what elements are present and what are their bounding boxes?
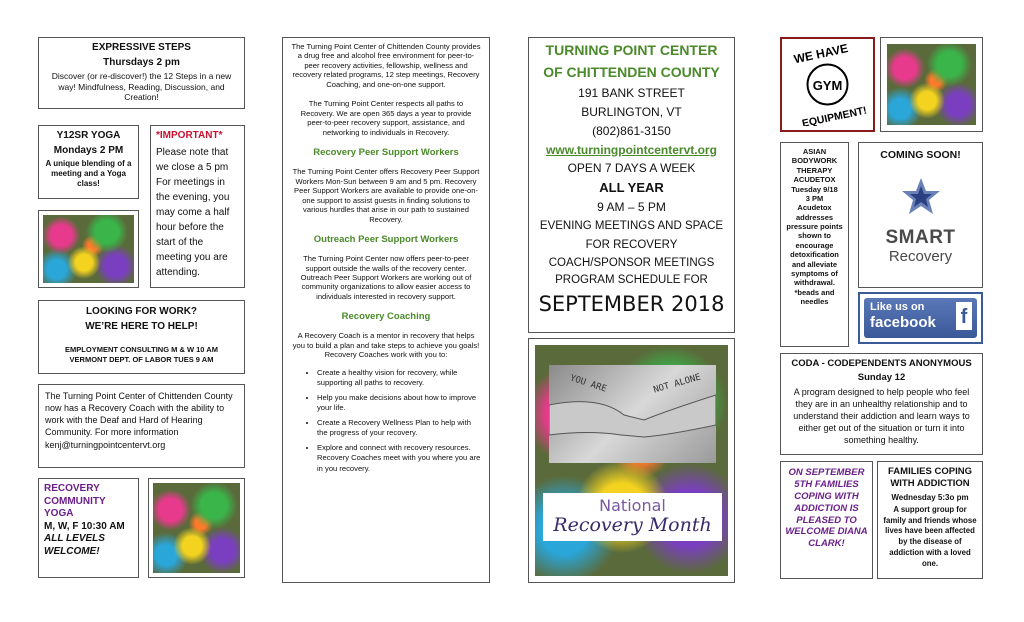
work-line-1: EMPLOYMENT CONSULTING M & W 10 AM [65, 345, 218, 354]
work-title-1: LOOKING FOR WORK? [85, 306, 198, 317]
website-link[interactable]: www.turningpointcentervt.org [546, 143, 717, 157]
y12sr-yoga-box [38, 125, 139, 199]
gym-badge-icon [786, 43, 869, 126]
ryoga-art-frame [148, 478, 245, 578]
expressive-desc: Discover (or re-discover!) the 12 Steps in a new way! Mindfulness, Reading, Discussion, and Creation! [51, 71, 232, 103]
evening-1: EVENING MEETINGS AND SPACE [539, 220, 724, 233]
acudetox-box [780, 142, 849, 347]
expressive-time: Thursdays 2 pm [103, 56, 180, 68]
handshake-photo [549, 365, 716, 463]
arm-text-2: NOT ALONE [652, 372, 703, 396]
intro-2: The Turning Point Center respects all paths to Recovery. We are open 365 days a year to provide peer-to-peer recovery support, assistance, and networking to individuals in Recovery. [300, 99, 472, 137]
ryoga-line-1: RECOVERY [44, 483, 100, 494]
arm-text-1: YOU ARE [568, 373, 608, 395]
schedule-label: PROGRAM SCHEDULE FOR [555, 274, 708, 287]
bullet-item: • Create a Recovery Wellness Plan to help with the progress of your recovery. [317, 418, 481, 439]
peer-support-text: The Turning Point Center offers Recovery Peer Support Workers Mon-Sun between 9 am and 5 pm. Recovery Peer Support Workers are available to provide one-on-one support to assist guests in finding solutions to various hurdles that arise in our path to sustained Recovery. [292, 167, 480, 224]
acudetox-date: Tuesday 9/18 [791, 184, 838, 194]
nrm-text-1: National [599, 496, 666, 515]
deaf-coach-box [38, 384, 245, 468]
acudetox-desc: Acudetox addresses pressure points shown to encourage detoxification and alleviate symptoms of withdrawal. *beads and needles [786, 203, 843, 306]
facebook-word: facebook [870, 313, 936, 331]
coming-soon: COMING SOON! [880, 149, 961, 161]
expressive-steps-box [38, 37, 245, 109]
facebook-badge[interactable] [864, 298, 977, 338]
ryoga-line-6: WELCOME! [44, 545, 100, 557]
heading-peer-support: Recovery Peer Support Workers [313, 147, 459, 159]
gym-equipment-box [780, 37, 875, 132]
important-box [150, 125, 245, 288]
ryoga-line-5: ALL LEVELS [44, 533, 105, 544]
coda-box [780, 353, 983, 455]
acudetox-time: 3 PM [805, 193, 824, 203]
yoga-desc: A unique blending of a meeting and a Yoga class! [45, 159, 132, 188]
ryoga-line-3: YOGA [44, 508, 74, 519]
ryoga-line-4: M, W, F 10:30 AM [44, 520, 125, 532]
center-name-1: TURNING POINT CENTER [545, 42, 718, 58]
bullet-item: • Help you make decisions about how to improve your life. [317, 393, 481, 414]
coda-desc: A program designed to help people who feel they are in an unhealthy relationship and to understand their addiction and learn ways to either get out of the situation or turn it into something healthy. [793, 386, 970, 446]
gym-art-frame [880, 37, 983, 132]
families-time: Wednesday 5:3o pm [891, 492, 969, 502]
important-text: Please note that we close a 5 pm For meetings in the evening, you may come a half hour before the start of the meeting you are attending. [156, 146, 230, 278]
gym-top-word: WE HAVE [792, 43, 850, 67]
outreach-text: The Turning Point Center now offers peer-to-peer support outside the walls of the recovery center. Outreach Peer Support Workers are working out of community organizations to allow easier access to individuals interested in recovery support. [300, 254, 472, 301]
acudetox-title: ASIAN BODYWORK THERAPY ACUDETOX [791, 147, 838, 185]
ryoga-line-2: COMMUNITY [44, 495, 106, 507]
coda-time: Sunday 12 [857, 371, 906, 383]
open-days: OPEN 7 DAYS A WEEK [567, 161, 696, 175]
heading-coaching: Recovery Coaching [341, 311, 431, 323]
coaching-bullets [291, 368, 481, 474]
all-year: ALL YEAR [599, 180, 664, 195]
schedule-month: SEPTEMBER 2018 [538, 291, 725, 316]
nrm-text-2: Recovery Month [553, 514, 712, 536]
recovery-month-poster [528, 338, 735, 583]
smart-logo-icon [899, 176, 943, 220]
families-desc: A support group for family and friends whose lives have been affected by the disease of addiction with a loved one. [883, 504, 977, 568]
yoga-art-image [43, 215, 134, 283]
welcome-text: ON SEPTEMBER 5TH FAMILIES COPING WITH ADDICTION IS PLEASED TO WELCOME DIANA CLARK! [785, 467, 868, 550]
smart-recovery-box [858, 142, 983, 288]
evening-2: FOR RECOVERY [585, 238, 678, 251]
families-title: FAMILIES COPING WITH ADDICTION [888, 466, 972, 489]
facebook-like-text: Like us on [870, 301, 925, 313]
nrm-banner [543, 493, 722, 541]
heading-outreach: Outreach Peer Support Workers [313, 234, 459, 246]
gym-word: GYM [812, 78, 843, 93]
facebook-f-icon: f [956, 302, 972, 330]
evening-3: COACH/SPONSOR MEETINGS [548, 257, 715, 269]
poster-art-background [535, 345, 728, 576]
work-title-2: WE’RE HERE TO HELP! [85, 320, 198, 332]
welcome-box [780, 461, 873, 579]
expressive-title: EXPRESSIVE STEPS [92, 42, 191, 53]
recovery-word: Recovery [888, 247, 953, 265]
work-box [38, 300, 245, 374]
center-name-2: OF CHITTENDEN COUNTY [543, 63, 720, 80]
bullet-item: • Explore and connect with recovery resources. Recovery Coaches meet with you where you are in you recovery. [317, 443, 481, 474]
coaching-text: A Recovery Coach is a mentor in recovery that helps you to build a plan and take steps to achieve you goals! Recovery Coaches work with you to: [292, 331, 480, 360]
families-box [877, 461, 983, 579]
hours: 9 AM – 5 PM [597, 200, 666, 215]
city: BURLINGTON, VT [581, 105, 682, 119]
center-info-box [528, 37, 735, 333]
street: 191 BANK STREET [578, 86, 685, 100]
gym-bottom-word: EQUIPMENT! [800, 104, 868, 126]
yoga-title: Y12SR YOGA [56, 130, 121, 141]
phone: (802)861-3150 [592, 124, 671, 138]
coda-title: CODA - CODEPENDENTS ANONYMOUS [791, 358, 972, 369]
ryoga-art-image [153, 483, 240, 573]
intro-1: The Turning Point Center of Chittenden County provides a drug free and alcohol free environment for peer-to-peer recovery activities, fellowship, wellness and recovery related programs, 12 step meetings, Recovery Coaching, and one-on-one support. [291, 42, 481, 89]
facebook-box[interactable] [858, 292, 983, 344]
bullet-item: • Create a healthy vision for recovery, while supporting all paths to recovery. [317, 368, 481, 389]
gym-art-image [887, 44, 976, 125]
yoga-time: Mondays 2 PM [53, 144, 124, 156]
recovery-yoga-box [38, 478, 139, 578]
yoga-art-frame [38, 210, 139, 288]
work-line-2: VERMONT DEPT. OF LABOR TUES 9 AM [69, 355, 214, 365]
smart-word: SMART [885, 227, 956, 249]
important-title: *IMPORTANT* [156, 130, 223, 141]
about-column [282, 37, 490, 583]
deaf-coach-text: The Turning Point Center of Chittenden County now has a Recovery Coach with the ability to work with the Deaf and Hard of Hearing Community. For more information kenj@turningpointcentervt.org [45, 391, 233, 450]
